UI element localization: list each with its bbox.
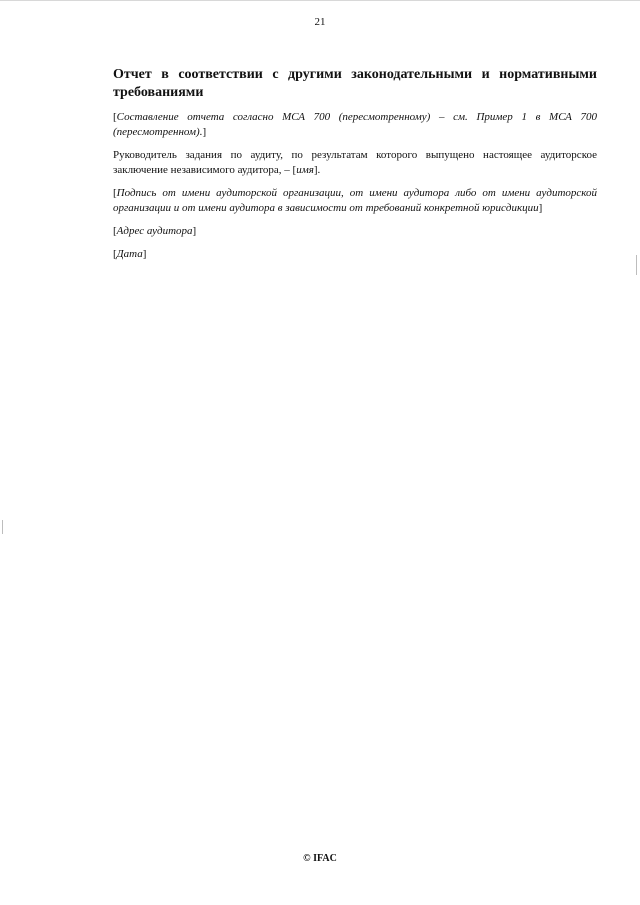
bracket-close: ] xyxy=(202,126,207,138)
copyright-footer: © IFAC xyxy=(303,853,337,864)
bracket-close: ] xyxy=(142,248,147,260)
bracket-open: [ xyxy=(113,248,117,260)
paragraph-date xyxy=(113,247,597,262)
date-placeholder: Дата xyxy=(116,248,143,260)
paragraph-auditor-address xyxy=(113,224,597,239)
paragraph-reference-note xyxy=(113,110,597,140)
bracket-close: ] xyxy=(192,225,197,237)
document-body xyxy=(113,66,597,270)
engagement-partner-text: Руководитель задания по аудиту, по результатам которого выпущено настоящее аудиторское заключение независимого аудитора, – [ xyxy=(113,149,597,176)
signature-placeholder: Подпись от имени аудиторской организации, от имени аудитора либо от имени аудиторской организации и от имени аудитора в зависимости от требований конкретной юрисдикции xyxy=(113,187,597,214)
scan-top-edge xyxy=(0,0,640,1)
scan-edge-mark xyxy=(636,255,637,275)
bracket-close: ] xyxy=(538,202,543,214)
paragraph-signature xyxy=(113,186,597,216)
bracket-open: [ xyxy=(113,111,117,123)
page-number: 21 xyxy=(314,16,326,28)
paragraph-engagement-partner xyxy=(113,148,597,178)
reference-note-text: Составление отчета согласно МСА 700 (пересмотренному) – см. Пример 1 в МСА 700 (пересмотренном). xyxy=(113,111,597,138)
engagement-partner-text-end: ]. xyxy=(313,164,321,176)
scan-edge-mark xyxy=(2,520,3,534)
partner-name-placeholder: имя xyxy=(296,164,314,176)
bracket-open: [ xyxy=(113,187,117,199)
bracket-open: [ xyxy=(113,225,117,237)
section-heading: Отчет в соответствии с другими законодательными и нормативными требованиями xyxy=(113,67,597,100)
auditor-address-placeholder: Адрес аудитора xyxy=(116,225,193,237)
